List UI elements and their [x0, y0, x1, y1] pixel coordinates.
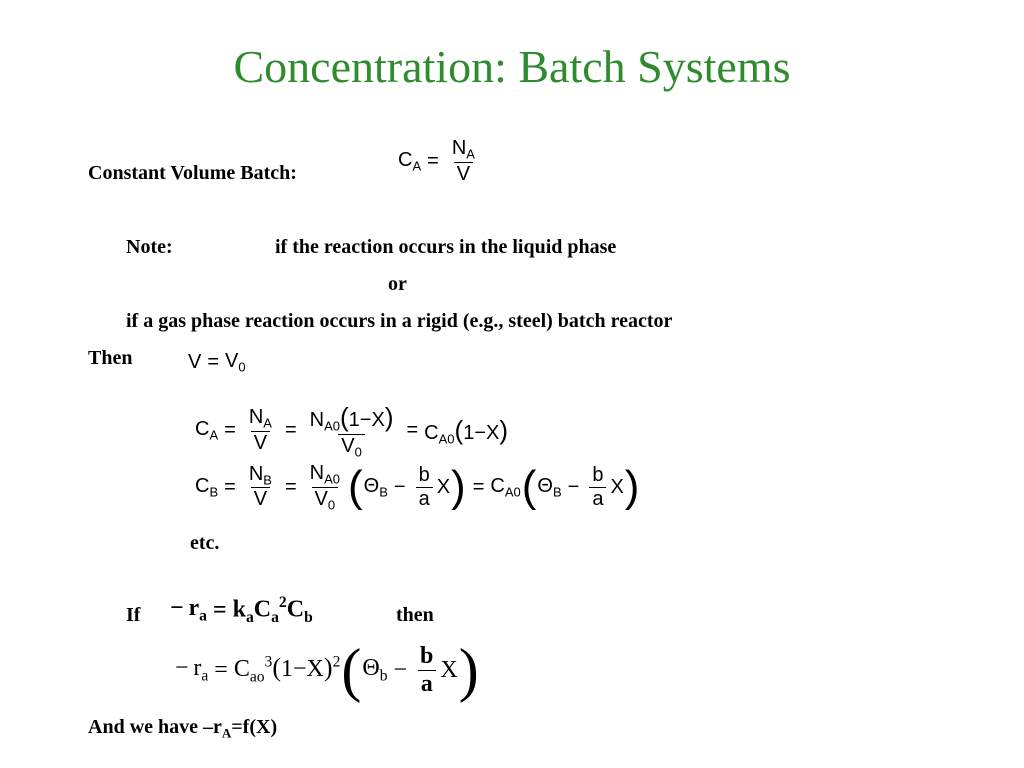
final-subscript: A — [221, 725, 232, 741]
etc-label: etc. — [190, 532, 220, 554]
note-label: Note: — [126, 236, 173, 258]
constant-volume-label: Constant Volume Batch: — [88, 162, 297, 184]
final-statement — [88, 716, 277, 742]
equation-ca: $C_A$ = $\frac{N_A}{V}$ = $\frac{N_{A0}(1-X)}{V_0}$ = $C_{A0}(1-X)$ — [195, 402, 509, 460]
equation-cb: $C_B$ = $\frac{N_B}{V}$ = $\frac{N_{A0}}{V_0}$ ( $\Theta_B$ − $\frac{b}{a}$ X ) = $C_{A0}$ ( $\Theta_B$ − $\frac{b}{a}$ X ) — [195, 462, 640, 513]
note-or: or — [388, 273, 407, 295]
then-label: Then — [88, 347, 133, 369]
note-line-2: if a gas phase reaction occurs in a rigid (e.g., steel) batch reactor — [126, 310, 673, 332]
if-label: If — [126, 604, 141, 626]
then-label-2: then — [396, 604, 434, 626]
slide-title: Concentration: Batch Systems — [233, 41, 791, 92]
equation-constant-volume: V = $V_0$ — [188, 350, 246, 375]
equation-concentration-definition: $C_A$ = $\frac{N_A}{V}$ — [398, 137, 475, 185]
final-prefix: And we have –r — [88, 716, 222, 738]
note-line-1: if the reaction occurs in the liquid phase — [275, 236, 617, 258]
final-suffix: =f(X) — [231, 716, 278, 738]
equation-rate-conversion: − $r_a$ = $C_{ao}^3(1-X)^2$ ( $\Theta_b$ − $\frac{b}{a}$ X ) — [175, 637, 479, 703]
equation-rate-law: − $r_a$ = $k_aC_a^2C_b$ — [170, 594, 313, 626]
